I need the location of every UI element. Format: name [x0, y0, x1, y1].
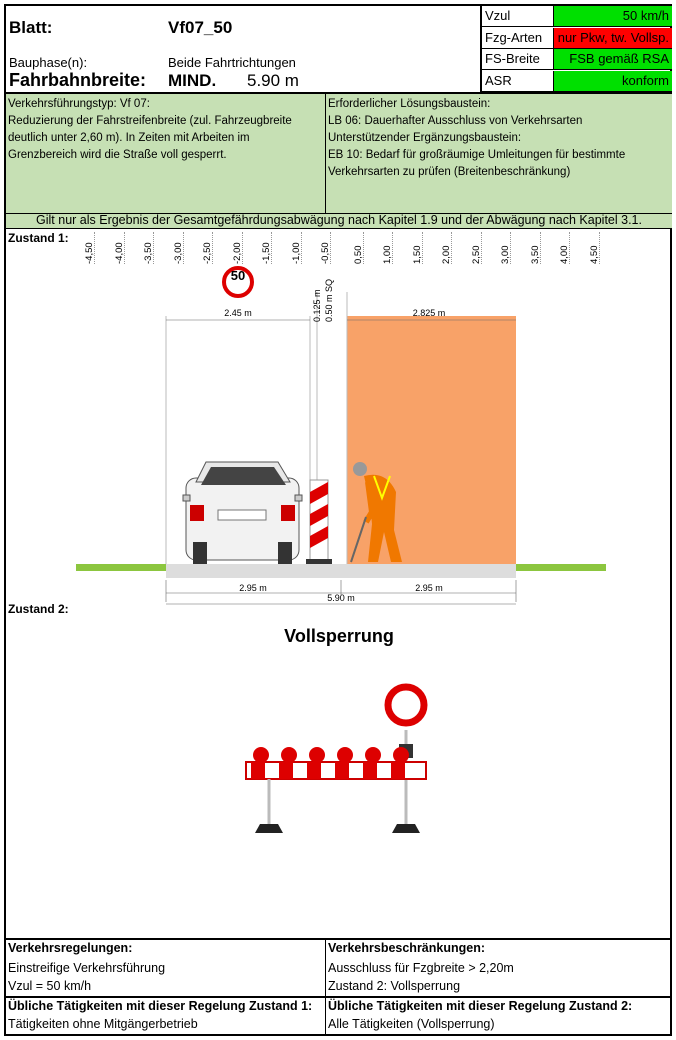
car-icon [183, 462, 302, 564]
fahrbahnbreite-value: 5.90 m [247, 71, 299, 90]
road-surface [166, 564, 516, 578]
scale-label: 0,50 [352, 245, 364, 264]
scale-label: -0,50 [320, 242, 331, 264]
dim-left-top: 2.45 m [224, 308, 252, 318]
info-right-line: LB 06: Dauerhafter Ausschluss von Verkehrsarten [328, 115, 583, 127]
zustand2-title: Vollsperrung [284, 626, 394, 646]
info-left-line: Reduzierung der Fahrstreifenbreite (zul. Fahrzeugbreite [8, 115, 292, 127]
bauphase-label: Bauphase(n): [9, 55, 88, 70]
summary-value: nur Pkw, tw. Vollsp. [553, 28, 672, 48]
zustand2-label: Zustand 2: [8, 602, 69, 616]
scale-label: 4,50 [588, 245, 600, 264]
summary-row [482, 6, 672, 27]
blatt-value: Vf07_50 [168, 18, 233, 37]
summary-row [482, 71, 672, 92]
scale-label: -2,00 [231, 242, 243, 264]
scale-label: -3,00 [172, 242, 184, 264]
taetigkeiten1-title: Übliche Tätigkeiten mit dieser Regelung Zustand 1: [8, 999, 313, 1013]
warning-beacon-icon [306, 480, 332, 564]
dim-sq2: 0.50 m SQ [324, 278, 334, 322]
taetigkeiten1-value: Tätigkeiten ohne Mitgängerbetrieb [8, 1017, 198, 1031]
zustand1-label: Zustand 1: [8, 231, 69, 245]
summary-key: Vzul [485, 8, 511, 23]
scale-label: 1,50 [411, 245, 423, 264]
cross-section-drawing [6, 262, 672, 612]
info-left-line: Grenzbereich wird die Straße voll gesperrt. [8, 149, 227, 161]
scale-label: -4,50 [84, 242, 95, 264]
fahrbahnbreite-label: Fahrbahnbreite: [9, 70, 147, 90]
info-left [8, 96, 292, 164]
summary-key: FS-Breite [485, 51, 540, 66]
scale-label: -3,50 [143, 242, 154, 264]
scale-label: 4,00 [559, 245, 570, 264]
verkehrsregelungen-line-1: Einstreifige Verkehrsführung [8, 961, 166, 975]
taetigkeiten2-title: Übliche Tätigkeiten mit dieser Regelung Zustand 2: [328, 999, 633, 1013]
scale-label: -1,00 [290, 242, 302, 264]
scale-label: 3,50 [529, 245, 541, 264]
bauphase-value: Beide Fahrtrichtungen [168, 55, 296, 70]
speed-sign-value: 50 [230, 268, 246, 283]
verge-right [516, 564, 606, 571]
blatt-label: Blatt: [9, 18, 53, 37]
info-right-line: Erforderlicher Lösungsbaustein: [328, 98, 491, 110]
summary-row [482, 49, 672, 70]
barrier-icon [246, 747, 426, 833]
scale-label: 3,00 [500, 245, 511, 264]
summary-value: FSB gemäß RSA [553, 49, 672, 69]
verkehrsbeschraenkungen-line-1: Ausschluss für Fzgbreite > 2,20m [328, 961, 514, 975]
summary-value: konform [553, 71, 672, 91]
scale-label: 2,00 [441, 245, 452, 264]
verkehrsregelungen-title: Verkehrsregelungen: [8, 941, 133, 955]
dim-total: 5.90 m [327, 593, 355, 603]
scale-label: 1,00 [382, 245, 393, 264]
info-left-line: Verkehrsführungstyp: Vf 07: [8, 98, 150, 110]
info-right-line: EB 10: Bedarf für großräumige Umleitungen für bestimmte [328, 149, 626, 161]
fahrbahnbreite-qualifier: MIND. [168, 71, 217, 90]
info-right [328, 96, 625, 181]
scale-label: 2,50 [470, 245, 482, 264]
info-left-line: deutlich unter 2,60 m). In Zeiten mit Arbeiten im [8, 132, 250, 144]
dim-right-bottom: 2.95 m [415, 583, 443, 593]
info-right-line: Unterstützender Ergänzungsbaustein: [328, 132, 522, 144]
verkehrsbeschraenkungen-line-2: Zustand 2: Vollsperrung [328, 979, 461, 993]
road-closure-drawing [6, 678, 672, 848]
summary-value: 50 km/h [553, 6, 672, 26]
verkehrsregelungen-line-2: Vzul = 50 km/h [8, 979, 92, 993]
dim-left-bottom: 2.95 m [239, 583, 267, 593]
summary-key: Fzg-Arten [485, 29, 543, 45]
info-right-line: Verkehrsarten zu prüfen (Breitenbeschränkung) [328, 166, 571, 178]
summary-key: ASR [485, 72, 512, 88]
dim-right-top: 2.825 m [412, 308, 446, 318]
scale-label: -4,00 [113, 242, 125, 264]
info-footer: Gilt nur als Ergebnis der Gesamtgefährdungsabwägung nach Kapitel 1.9 und der Abwägung nach Kapitel 3.1. [36, 213, 642, 227]
verkehrsbeschraenkungen-title: Verkehrsbeschränkungen: [328, 941, 486, 955]
scale-label: -1,50 [261, 242, 272, 264]
verge-left [76, 564, 166, 571]
summary-table [482, 6, 672, 92]
sheet [4, 4, 672, 1036]
scale-label: -2,50 [202, 242, 213, 264]
info-block [6, 94, 672, 228]
taetigkeiten2-value: Alle Tätigkeiten (Vollsperrung) [328, 1017, 495, 1031]
dim-sq1: 0.125 m [312, 289, 322, 322]
summary-row [482, 28, 672, 49]
